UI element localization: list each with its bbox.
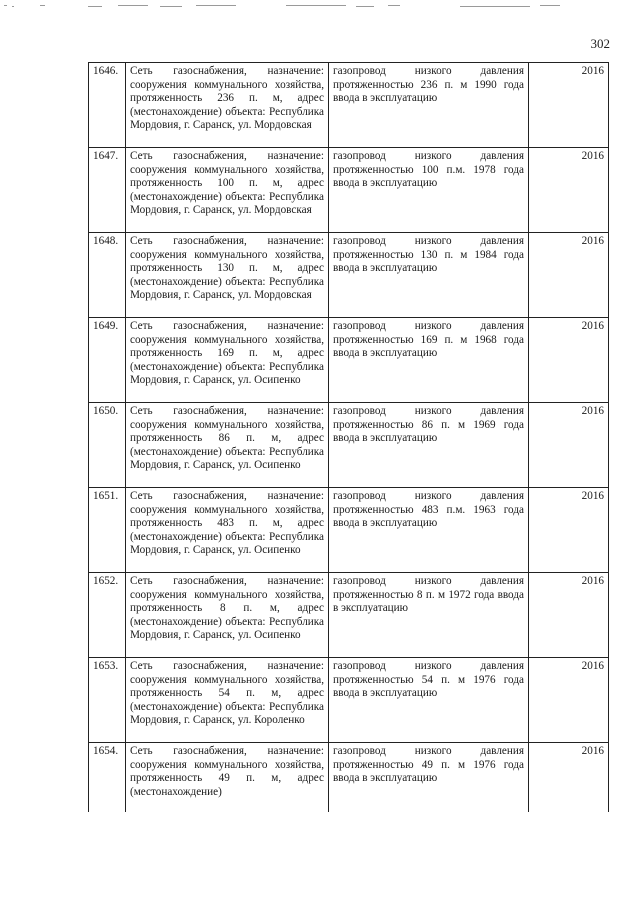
- year-cell: 2016: [529, 318, 609, 403]
- object-description-cell: газопровод низкого давления протяженностью 8 п. м 1972 года ввода в эксплуатацию: [329, 573, 529, 658]
- object-description-cell: газопровод низкого давления протяженностью 169 п. м 1968 года ввода в эксплуатацию: [329, 318, 529, 403]
- object-name-cell: Сеть газоснабжения, назначение: сооружения коммунального хозяйства, протяженность 86 п. м, адрес (местонахождение) объекта: Республика Мордовия, г. Саранск, ул. Осипенко: [126, 403, 329, 488]
- object-description-cell: газопровод низкого давления протяженностью 49 п. м 1976 года ввода в эксплуатацию: [329, 743, 529, 813]
- year-cell: 2016: [529, 403, 609, 488]
- object-name-cell: Сеть газоснабжения, назначение: сооружения коммунального хозяйства, протяженность 236 п. м, адрес (местонахождение) объекта: Республика Мордовия, г. Саранск, ул. Мордовская: [126, 63, 329, 148]
- scan-artifact-strip: [0, 0, 640, 14]
- object-name-cell: Сеть газоснабжения, назначение: сооружения коммунального хозяйства, протяженность 8 п. м, адрес (местонахождение) объекта: Республика Мордовия, г. Саранск, ул. Осипенко: [126, 573, 329, 658]
- year-cell: 2016: [529, 488, 609, 573]
- table-row: [89, 63, 609, 148]
- object-description-cell: газопровод низкого давления протяженностью 86 п. м 1969 года ввода в эксплуатацию: [329, 403, 529, 488]
- table-row: [89, 233, 609, 318]
- table-row: [89, 573, 609, 658]
- year-cell: 2016: [529, 743, 609, 813]
- table-row: [89, 148, 609, 233]
- object-name-cell: Сеть газоснабжения, назначение: сооружения коммунального хозяйства, протяженность 49 п. м, адрес (местонахождение): [126, 743, 329, 813]
- object-name-cell: Сеть газоснабжения, назначение: сооружения коммунального хозяйства, протяженность 100 п. м, адрес (местонахождение) объекта: Республика Мордовия, г. Саранск, ул. Мордовская: [126, 148, 329, 233]
- object-description-cell: газопровод низкого давления протяженностью 483 п.м. 1963 года ввода в эксплуатацию: [329, 488, 529, 573]
- table-row: [89, 403, 609, 488]
- year-cell: 2016: [529, 148, 609, 233]
- row-number: 1646.: [89, 63, 126, 148]
- object-name-cell: Сеть газоснабжения, назначение: сооружения коммунального хозяйства, протяженность 130 п. м, адрес (местонахождение) объекта: Республика Мордовия, г. Саранск, ул. Мордовская: [126, 233, 329, 318]
- row-number: 1650.: [89, 403, 126, 488]
- row-number: 1653.: [89, 658, 126, 743]
- object-description-cell: газопровод низкого давления протяженностью 236 п. м 1990 года ввода в эксплуатацию: [329, 63, 529, 148]
- object-name-cell: Сеть газоснабжения, назначение: сооружения коммунального хозяйства, протяженность 169 п. м, адрес (местонахождение) объекта: Республика Мордовия, г. Саранск, ул. Осипенко: [126, 318, 329, 403]
- property-registry-table: [88, 62, 609, 812]
- row-number: 1648.: [89, 233, 126, 318]
- year-cell: 2016: [529, 573, 609, 658]
- row-number: 1649.: [89, 318, 126, 403]
- object-description-cell: газопровод низкого давления протяженностью 100 п.м. 1978 года ввода в эксплуатацию: [329, 148, 529, 233]
- year-cell: 2016: [529, 63, 609, 148]
- row-number: 1651.: [89, 488, 126, 573]
- year-cell: 2016: [529, 233, 609, 318]
- table-row: [89, 318, 609, 403]
- object-name-cell: Сеть газоснабжения, назначение: сооружения коммунального хозяйства, протяженность 483 п. м, адрес (местонахождение) объекта: Республика Мордовия, г. Саранск, ул. Осипенко: [126, 488, 329, 573]
- object-description-cell: газопровод низкого давления протяженностью 54 п. м 1976 года ввода в эксплуатацию: [329, 658, 529, 743]
- row-number: 1647.: [89, 148, 126, 233]
- table-row: [89, 743, 609, 813]
- page-number: 302: [590, 36, 610, 51]
- table-row: [89, 488, 609, 573]
- year-cell: 2016: [529, 658, 609, 743]
- row-number: 1652.: [89, 573, 126, 658]
- table-row: [89, 658, 609, 743]
- object-name-cell: Сеть газоснабжения, назначение: сооружения коммунального хозяйства, протяженность 54 п. м, адрес (местонахождение) объекта: Республика Мордовия, г. Саранск, ул. Короленко: [126, 658, 329, 743]
- row-number: 1654.: [89, 743, 126, 813]
- object-description-cell: газопровод низкого давления протяженностью 130 п. м 1984 года ввода в эксплуатацию: [329, 233, 529, 318]
